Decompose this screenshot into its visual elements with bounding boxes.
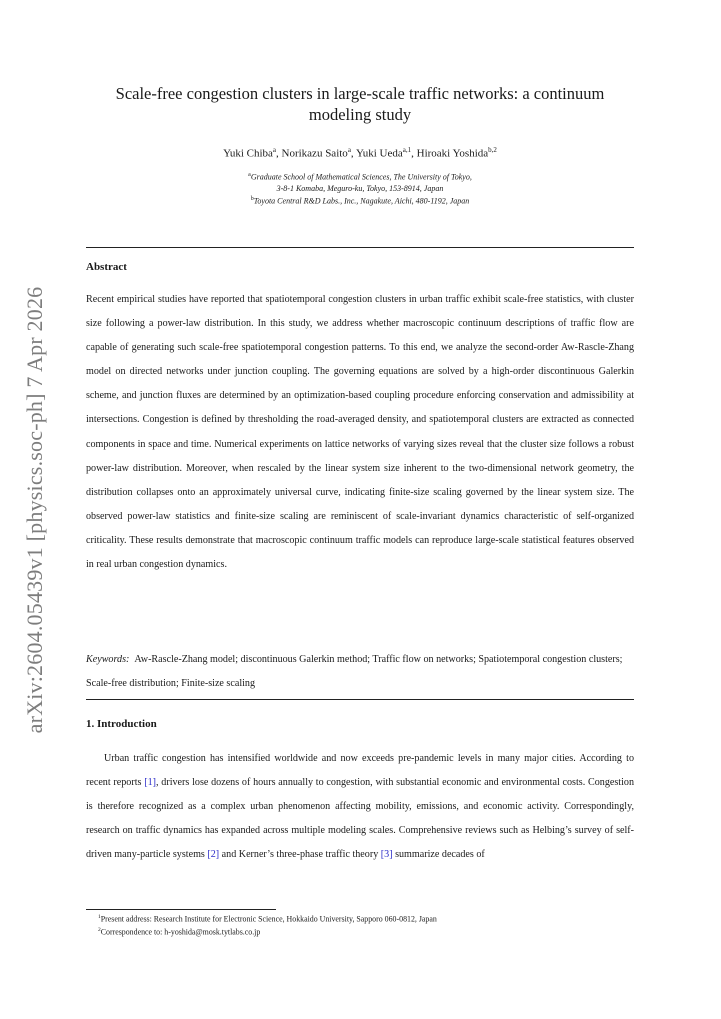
- author-list: Yuki Chiba$^a$, Norikazu Saito$^a$, Yuki Ueda$^{a,1}$, Hiroaki Yoshida$^{b,2}$: [223, 146, 497, 160]
- paper-page: arXiv:2604.05439v1 [physics.soc-ph] 7 Apr 2026 Scale-free congestion clusters in large-scale traffic networks: a continuum modeling study Yuki Chiba$^a$, Norikazu Saito$^a$, Yuki Ueda$^{a,1}$, Hiroaki Yoshida$^{b,2}$ $^a$Graduate School of Mathematical Sciences, The University of Tokyo, 3-8-1 Komaba, Meguro-ku, Tokyo, 153-8914, Japan $^b$Toyota Central R&D Labs., Inc., Nagakute, Aichi, 480-1192, Japan Abstract Recent empirical studies have reported that spatiotemporal congestion clusters in urban traffic exhibit scale-free statistics, with cluster size following a power-law distribution. In this study, we address whether macroscopic continuum descriptions of traffic flow are capable of generating such scale-free spatiotemporal congestion patterns. To this end, we analyze the second-order Aw-Rascle-Zhang model on directed networks under junction coupling. The governing equations are solved by a high-order discontinuous Galerkin scheme, and junction fluxes are determined by an optimization-based coupling procedure enforcing conservation and admissibility at intersections. Congestion is defined by thresholding the road-averaged density, and spatiotemporal clusters are extracted as connected components in space and time. Numerical experiments on lattice networks of varying sizes reveal that the cluster size follows a robust power-law distribution. Moreover, when rescaled by the linear system size inherent to the two-dimensional network geometry, the distribution collapses onto an approximately universal curve, indicating finite-size scaling governed by the linear system size. The observed power-law statistics and finite-size scaling are reminiscent of scale-invariant dynamics characteristic of self-organized criticality. These results demonstrate that macroscopic continuum traffic models can reproduce large-scale statistical features observed in real urban congestion dynamics. Keywords: Aw-Rascle-Zhang model; discontinuous Galerkin method; Traffic flow on networks; Spatiotemporal congestion clusters; Scale-free distribution; Finite-size scaling 1. Introduction Urban traffic congestion has intensified worldwide and now exceeds pre-pandemic levels in many major cities. According to recent reports [1], drivers lose dozens of hours annually to congestion, with substantial economic and environmental costs. Congestion is therefore recognized as a complex urban phenomenon affecting mobility, emissions, and economic activity. Correspondingly, research on traffic dynamics has expanded across multiple modeling scales. Comprehensive reviews such as Helbing’s survey of self-driven many-particle systems [2] and Kerner’s three-phase traffic theory [3] summarize decades of $^1$Present address: Research Institute for Electronic Science, Hokkaido University, Sapporo 060-0812, Japan $^2$Correspondence to: h-yoshida@mosk.tytlabs.co.jp: [0, 0, 721, 1019]
- citation-link[interactable]: [1]: [144, 777, 156, 789]
- keywords: [86, 648, 634, 696]
- keywords-label: Keywords:: [86, 654, 130, 665]
- affiliation-a: $^a$Graduate School of Mathematical Sciences, The University of Tokyo,: [248, 172, 472, 182]
- affiliation-a-address: 3-8-1 Komaba, Meguro-ku, Tokyo, 153-8914, Japan: [276, 183, 444, 193]
- footnotes: [98, 912, 638, 938]
- footnote-2: $^2$Correspondence to: h-yoshida@mosk.tytlabs.co.jp: [98, 927, 261, 937]
- footnote-rule: [86, 909, 276, 910]
- citation-link[interactable]: [3]: [380, 849, 393, 861]
- abstract-top-rule: [86, 247, 634, 248]
- author-name: Hiroaki Yoshida: [416, 147, 489, 160]
- section-heading-introduction: 1. Introduction: [86, 718, 157, 730]
- citation-link[interactable]: [2]: [207, 849, 220, 861]
- footnote-1: $^1$Present address: Research Institute for Electronic Science, Hokkaido University, Sapporo 060-0812, Japan: [98, 914, 437, 924]
- introduction-paragraph: Urban traffic congestion has intensified worldwide and now exceeds pre-pandemic levels in many major cities. According to recent reports [1], drivers lose dozens of hours annually to congestion, with substantial economic and environmental costs. Congestion is therefore recognized as a complex urban phenomenon affecting mobility, emissions, and economic activity. Correspondingly, research on traffic dynamics has expanded across multiple modeling scales. Comprehensive reviews such as Helbing’s survey of self-driven many-particle systems [2] and Kerner’s three-phase traffic theory [3] summarize decades of: [86, 753, 634, 861]
- affiliation-b: $^b$Toyota Central R&D Labs., Inc., Nagakute, Aichi, 480-1192, Japan: [250, 195, 470, 206]
- abstract-bottom-rule: [86, 699, 634, 700]
- author-name: Norikazu Saito: [281, 147, 348, 160]
- affiliations: [86, 170, 634, 206]
- abstract-heading: Abstract: [86, 261, 127, 273]
- author-name: Yuki Chiba: [223, 147, 273, 160]
- author-name: Yuki Ueda: [356, 147, 403, 160]
- keywords-text: Aw-Rascle-Zhang model; discontinuous Galerkin method; Traffic flow on networks; Spatiotemporal congestion clusters; Scale-free distribution; Finite-size scaling: [86, 654, 623, 690]
- abstract-text: Recent empirical studies have reported that spatiotemporal congestion clusters in urban traffic exhibit scale-free statistics, with cluster size following a power-law distribution. In this study, we address whether macroscopic continuum descriptions of traffic flow are capable of generating such scale-free spatiotemporal congestion patterns. To this end, we analyze the second-order Aw-Rascle-Zhang model on directed networks under junction coupling. The governing equations are solved by a high-order discontinuous Galerkin scheme, and junction fluxes are determined by an optimization-based coupling procedure enforcing conservation and admissibility at intersections. Congestion is defined by thresholding the road-averaged density, and spatiotemporal clusters are extracted as connected components in space and time. Numerical experiments on lattice networks of varying sizes reveal that the cluster size follows a robust power-law distribution. Moreover, when rescaled by the linear system size inherent to the two-dimensional network geometry, the distribution collapses onto an approximately universal curve, indicating finite-size scaling governed by the linear system size. The observed power-law statistics and finite-size scaling are reminiscent of scale-invariant dynamics characteristic of self-organized criticality. These results demonstrate that macroscopic continuum traffic models can reproduce large-scale statistical features observed in real urban congestion dynamics.: [86, 294, 634, 571]
- paper-title: Scale-free congestion clusters in large-scale traffic networks: a continuum modeling study: [115, 84, 605, 124]
